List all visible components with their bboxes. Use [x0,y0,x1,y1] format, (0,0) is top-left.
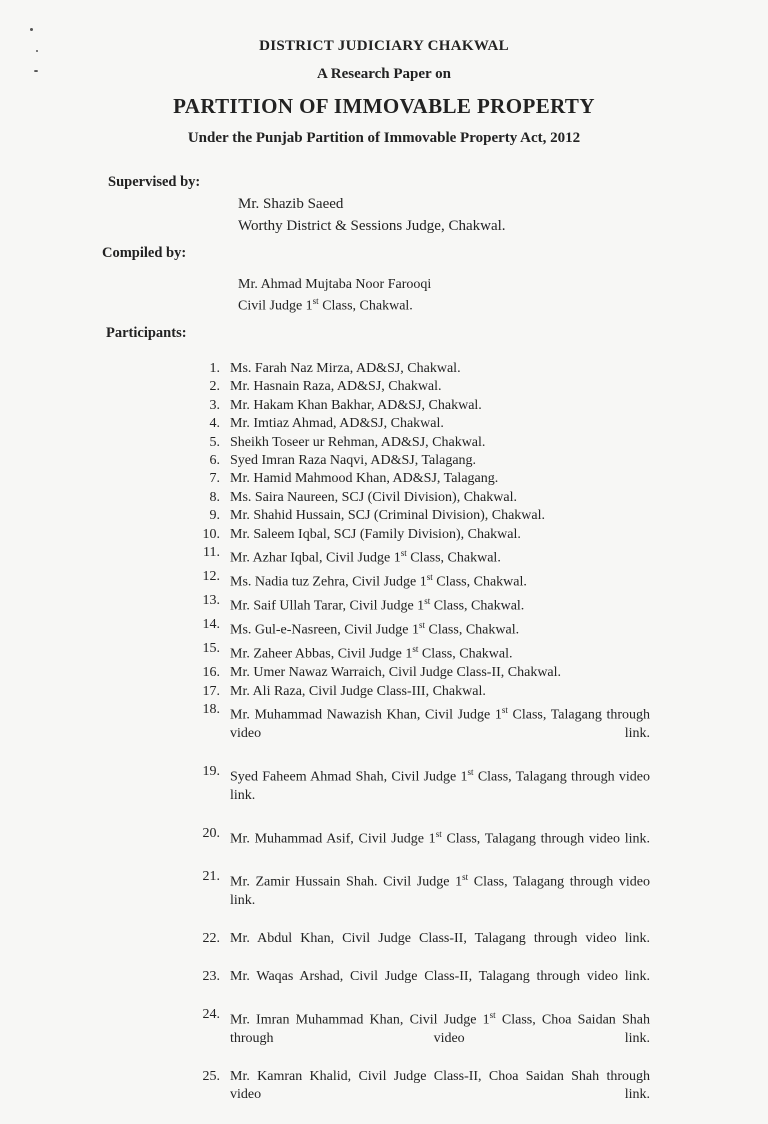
participant-item [194,930,650,967]
participant-name: Mr. Saif Ullah Tarar, Civil Judge 1 [230,598,425,614]
participant-number: 16. [202,665,220,681]
participant-number: 10. [202,526,220,542]
participant-item [194,452,650,470]
compiler-name: Mr. Ahmad Mujtaba Noor Farooqi [238,277,432,292]
participant-item [194,415,650,433]
participant-number: 2. [209,379,220,395]
participant-designation: Class, Talagang through video link. [230,707,650,742]
participant-designation: Class, Talagang through video link. [441,831,651,847]
participant-designation: Class, Chakwal. [406,550,501,566]
participant-name: Mr. Imran Muhammad Khan, Civil Judge 1 [230,1012,490,1028]
ordinal-suffix: st [418,620,425,631]
participant-item [194,701,650,762]
ordinal-suffix: st [435,828,442,839]
participant-text [230,415,650,433]
participant-designation: Class, Chakwal. [424,622,520,638]
participant-number: 24. [202,1006,220,1022]
participant-text [230,1068,650,1123]
participant-number: 7. [209,471,220,487]
participant-item [194,763,650,824]
participant-text [230,868,650,929]
participant-item [194,640,650,664]
participant-name: Ms. Farah Naz Mirza, AD&SJ, Chakwal. [230,361,461,376]
participant-number: 23. [202,969,220,985]
participant-name: Mr. Azhar Iqbal, Civil Judge 1 [230,550,401,566]
participant-item [194,616,650,640]
participant-name: Mr. Saleem Iqbal, SCJ (Family Division), Chakwal. [230,526,521,542]
participant-item [194,683,650,701]
supervisor-designation: Worthy District & Sessions Judge, Chakwal. [238,218,506,234]
participant-name: Mr. Ali Raza, Civil Judge Class-III, Chakwal. [230,683,486,699]
participant-number: 18. [202,702,220,718]
participant-text [230,489,650,507]
participant-text [230,968,650,1005]
participant-designation: Class, Chakwal. [418,646,513,662]
participant-text [230,470,650,488]
supervisor-name: Mr. Shazib Saeed [238,196,344,212]
participant-number: 25. [202,1068,220,1084]
compiler-designation-tail: Class, Chakwal. [318,298,413,314]
ordinal-suffix: st [412,644,419,655]
participant-name: Mr. Imtiaz Ahmad, AD&SJ, Chakwal. [230,416,444,432]
participant-number: 3. [209,397,220,413]
participant-number: 6. [209,453,220,469]
participant-item [194,568,650,592]
act-title: Under the Punjab Partition of Immovable Property Act, 2012 [187,130,581,146]
participant-item [194,1068,650,1123]
participant-number: 11. [203,545,220,561]
ordinal-suffix: st [424,596,431,607]
participant-text [230,592,650,616]
participant-number: 13. [202,593,220,609]
participant-name: Mr. Muhammad Asif, Civil Judge 1 [230,831,436,847]
ordinal-suffix: st [489,1009,496,1020]
participant-text [230,544,650,568]
participant-name: Mr. Zaheer Abbas, Civil Judge 1 [230,646,413,662]
participant-designation: Class, Choa Saidan Shah through video link. [230,1012,650,1046]
participant-text [230,526,650,544]
participant-text [230,452,650,470]
ordinal-suffix: st [426,572,433,583]
participant-text [230,664,650,682]
participant-text [230,397,650,415]
participant-number: 15. [202,641,220,657]
participant-item [194,592,650,616]
participant-item [194,489,650,507]
participant-item [194,825,650,867]
participant-item [194,664,650,682]
participant-name: Mr. Muhammad Nawazish Khan, Civil Judge 1 [230,707,502,723]
participant-number: 21. [202,869,220,885]
ordinal-suffix: st [462,872,469,883]
participant-text [230,360,650,378]
participant-item [194,470,650,488]
participant-name: Ms. Gul-e-Nasreen, Civil Judge 1 [230,622,419,638]
participant-text [230,507,650,525]
participant-text [230,434,650,452]
participant-name: Mr. Zamir Hussain Shah. Civil Judge 1 [230,875,463,891]
participant-name: Ms. Nadia tuz Zehra, Civil Judge 1 [230,574,427,590]
compiled-label: Compiled by: [102,245,187,261]
participant-number: 22. [202,931,220,947]
scan-speck [30,28,33,31]
participant-text [230,616,650,640]
participant-item [194,1006,650,1067]
participant-item [194,968,650,1005]
participant-designation: Class, Chakwal. [432,574,527,590]
participant-text [230,640,650,664]
participant-name: Mr. Hakam Khan Bakhar, AD&SJ, Chakwal. [230,397,482,413]
participant-name: Mr. Waqas Arshad, Civil Judge Class-II, Talagang through video link. [230,969,650,985]
participant-name: Sheikh Toseer ur Rehman, AD&SJ, Chakwal. [230,434,486,450]
participant-number: 20. [202,825,220,841]
paper-title: PARTITION OF IMMOVABLE PROPERTY [173,94,595,118]
participants-label: Participants: [106,325,187,341]
participant-designation: Class, Chakwal. [430,598,525,614]
participant-list [194,360,650,1124]
compiler-designation-text: Civil Judge 1 [238,298,313,314]
ordinal-suffix: st [400,548,407,559]
paper-subtitle: A Research Paper on [316,66,452,82]
participant-number: 9. [209,508,220,524]
participant-number: 1. [209,361,220,376]
participant-text [230,683,650,701]
participant-name: Syed Imran Raza Naqvi, AD&SJ, Talagang. [230,453,477,469]
participant-name: Syed Faheem Ahmad Shah, Civil Judge 1 [230,769,468,785]
participant-item [194,434,650,452]
participant-number: 14. [202,617,220,633]
participant-number: 17. [202,683,220,699]
compiler-designation-sup: st [312,296,319,306]
participant-text [230,378,650,396]
participant-item [194,378,650,396]
participant-text [230,825,650,867]
participant-name: Ms. Saira Naureen, SCJ (Civil Division), Chakwal. [230,489,517,505]
participant-designation: Class, Talagang through video link. [230,769,650,804]
participant-number: 19. [202,764,220,780]
participant-name: Mr. Umer Nawaz Warraich, Civil Judge Class-II, Chakwal. [230,665,562,681]
participant-text [230,1006,650,1067]
participant-text [230,701,650,762]
court-heading: DISTRICT JUDICIARY CHAKWAL [259,38,509,54]
ordinal-suffix: st [467,767,474,778]
participant-number: 4. [209,416,220,432]
participant-number: 8. [209,489,220,505]
compiler-designation [238,296,413,315]
participant-text [230,763,650,824]
participant-item [194,360,650,378]
participant-name: Mr. Abdul Khan, Civil Judge Class-II, Talagang through video link. [230,931,650,947]
participant-item [194,397,650,415]
participant-item [194,544,650,568]
participant-name: Mr. Hasnain Raza, AD&SJ, Chakwal. [230,379,442,395]
participant-item [194,868,650,929]
ordinal-suffix: st [501,705,508,716]
participant-text [230,568,650,592]
participant-text [230,930,650,967]
participant-item [194,507,650,525]
participant-item [194,526,650,544]
participant-designation: Class, Talagang through video link. [230,875,650,909]
participant-name: Mr. Shahid Hussain, SCJ (Criminal Division), Chakwal. [230,508,545,524]
participant-number: 5. [209,434,220,450]
participant-name: Mr. Kamran Khalid, Civil Judge Class-II, Choa Saidan Shah through video link. [230,1068,650,1103]
participant-name: Mr. Hamid Mahmood Khan, AD&SJ, Talagang. [230,471,499,487]
participant-number: 12. [202,569,220,585]
supervised-label: Supervised by: [108,174,201,190]
